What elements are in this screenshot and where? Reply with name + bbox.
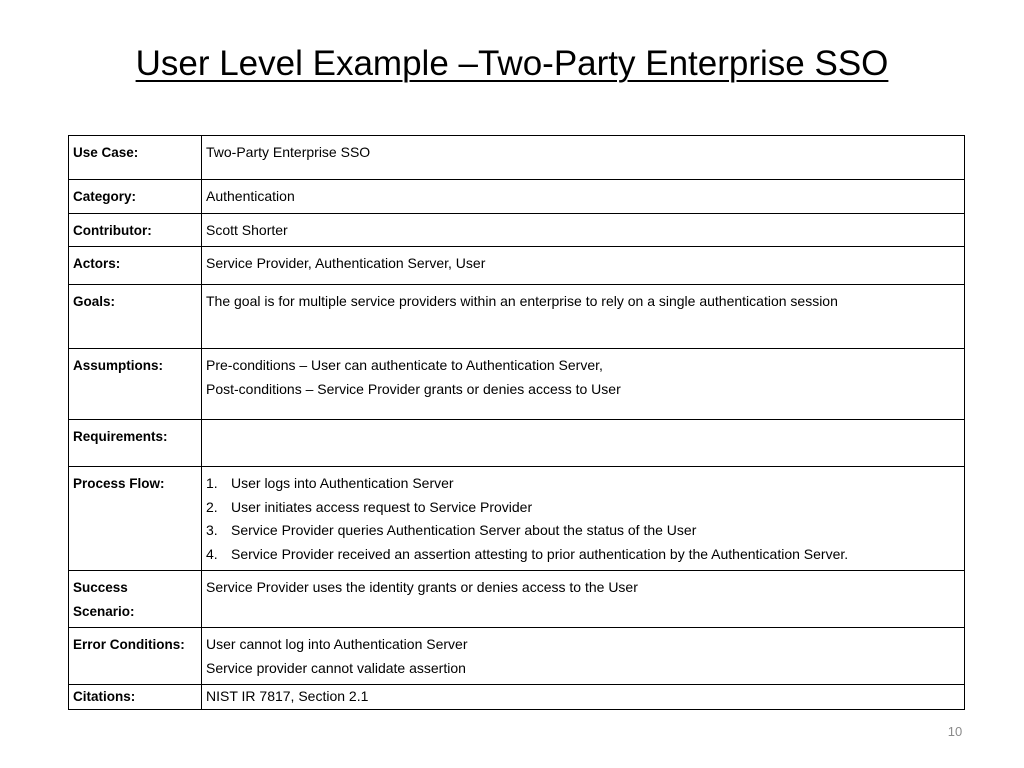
step-number: 2. [206,498,218,515]
actors-label: Actors: [69,247,202,285]
row-process-flow [69,467,965,571]
row-success-scenario [69,571,965,628]
contributor-value: Scott Shorter [202,213,965,247]
citations-value: NIST IR 7817, Section 2.1 [202,685,965,710]
assumptions-value [202,349,965,420]
goals-label: Goals: [69,285,202,349]
row-category [69,180,965,214]
category-label: Category: [69,180,202,214]
error-condition-text: User cannot log into Authentication Server [206,636,468,652]
list-item [206,472,959,496]
step-text: User logs into Authentication Server [231,475,454,491]
step-text: Service Provider received an assertion attesting to prior authentication by the Authentication Server. [231,545,849,562]
row-actors [69,247,965,285]
category-value: Authentication [202,180,965,214]
process-flow-label: Process Flow: [69,467,202,571]
requirements-label: Requirements: [69,420,202,467]
success-scenario-value: Service Provider uses the identity grants or denies access to the User [202,571,965,628]
postcondition-text: Post-conditions – Service Provider grants or denies access to User [206,380,621,397]
error-conditions-value [202,628,965,685]
goals-value: The goal is for multiple service providers within an enterprise to rely on a single authentication session [202,285,965,349]
row-contributor [69,213,965,247]
use-case-label: Use Case: [69,136,202,180]
row-assumptions [69,349,965,420]
slide-title: User Level Example –Two-Party Enterprise SSO [135,44,889,83]
success-scenario-label [69,571,202,628]
row-goals [69,285,965,349]
use-case-value: Two-Party Enterprise SSO [202,136,965,180]
error-conditions-label: Error Conditions: [69,628,202,685]
contributor-label: Contributor: [69,213,202,247]
step-number: 4. [206,545,218,562]
list-item [206,543,959,567]
requirements-value [202,420,965,467]
scenario-label-line: Scenario: [73,603,135,619]
error-condition-text: Service provider cannot validate assertion [206,659,466,676]
step-text: User initiates access request to Service Provider [231,498,533,515]
step-text: Service Provider queries Authentication Server about the status of the User [231,522,697,538]
process-flow-value [202,467,965,571]
page-number: 10 [947,724,963,739]
list-item [206,496,959,520]
row-use-case [69,136,965,180]
citations-label: Citations: [69,685,202,710]
row-citations [69,685,965,710]
precondition-text: Pre-conditions – User can authenticate to Authentication Server, [206,357,603,373]
success-label-line: Success [73,580,128,595]
actors-value: Service Provider, Authentication Server, User [202,247,965,285]
use-case-table [68,135,965,710]
row-error-conditions [69,628,965,685]
assumptions-label: Assumptions: [69,349,202,420]
process-flow-list [206,472,959,566]
list-item [206,519,959,543]
step-number: 3. [206,522,218,538]
row-requirements [69,420,965,467]
step-number: 1. [206,475,218,491]
